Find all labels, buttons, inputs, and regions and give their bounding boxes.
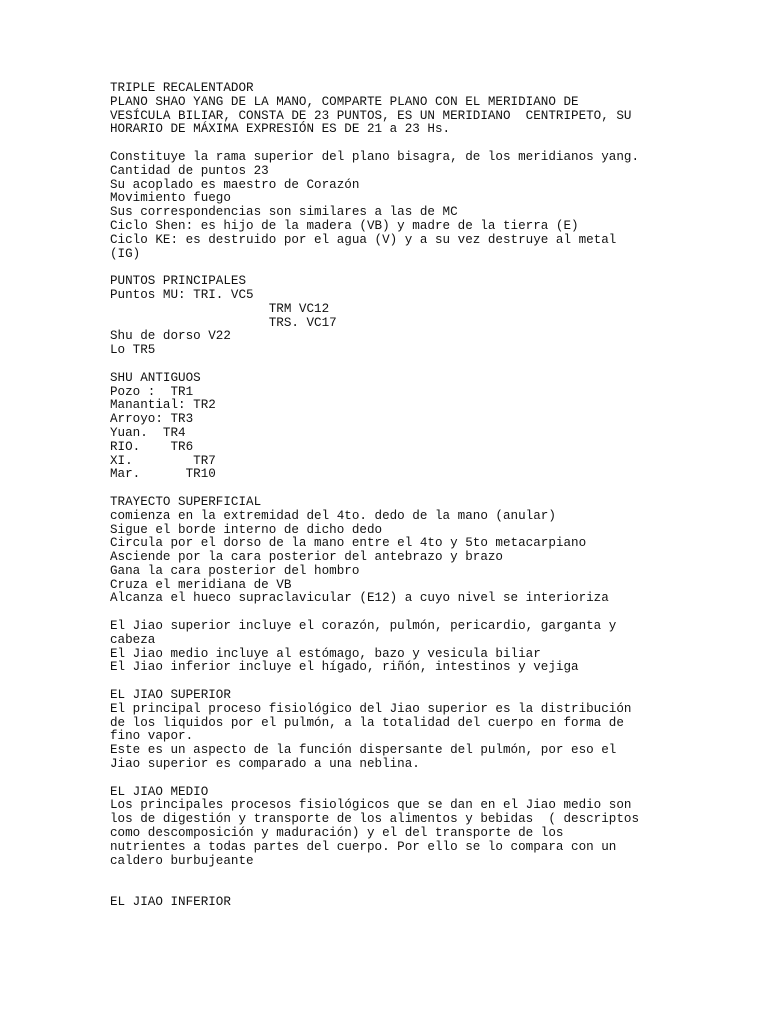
trayecto-line: Sigue el borde interno de dicho dedo xyxy=(110,522,383,537)
section-heading: EL JIAO SUPERIOR xyxy=(110,688,231,703)
jiao-superior-line: fino vapor. xyxy=(110,729,194,744)
jiao-superior-line: de los liquidos por el pulmón, a la totalidad del cuerpo en forma de xyxy=(110,715,624,730)
section-heading: SHU ANTIGUOS xyxy=(110,370,201,385)
jiao-superior-line: Este es un aspecto de la función dispersante del pulmón, por eso el xyxy=(110,743,617,758)
puntos-line: TRS. VC17 xyxy=(110,315,337,330)
document-page xyxy=(110,82,670,910)
jiao-summary-line: El Jiao medio incluye al estómago, bazo y vesicula biliar xyxy=(110,646,541,661)
jiao-summary-line: El Jiao inferior incluye el hígado, riñón, intestinos y vejiga xyxy=(110,660,579,675)
jiao-medio-line: como descomposición y maduración) y el del transporte de los xyxy=(110,826,564,841)
intro-block xyxy=(110,82,670,137)
jiao-inferior-block xyxy=(110,896,670,910)
trayecto-line: Circula por el dorso de la mano entre el 4to y 5to metacarpiano xyxy=(110,536,587,551)
section-heading: PUNTOS PRINCIPALES xyxy=(110,274,247,289)
jiao-summary-block xyxy=(110,620,670,675)
intro-line: HORARIO DE MÁXIMA EXPRESIÓN ES DE 21 a 23 Hs. xyxy=(110,122,451,137)
section-heading: EL JIAO INFERIOR xyxy=(110,895,231,910)
puntos-line: TRM VC12 xyxy=(110,301,330,316)
properties-line: Cantidad de puntos 23 xyxy=(110,163,269,178)
jiao-superior-block xyxy=(110,689,670,772)
jiao-medio-line: Los principales procesos fisiológicos que se dan en el Jiao medio son xyxy=(110,798,632,813)
jiao-medio-block xyxy=(110,786,670,869)
properties-line: Ciclo KE: es destruido por el agua (V) y a su vez destruye al metal xyxy=(110,232,617,247)
section-heading: EL JIAO MEDIO xyxy=(110,784,209,799)
puntos-principales-block xyxy=(110,275,670,358)
jiao-superior-line: El principal proceso fisiológico del Jiao superior es la distribución xyxy=(110,701,632,716)
properties-line: (IG) xyxy=(110,246,141,261)
jiao-summary-line: El Jiao superior incluye el corazón, pulmón, pericardio, garganta y xyxy=(110,619,617,634)
spacer xyxy=(110,261,670,275)
spacer xyxy=(110,675,670,689)
puntos-line: Lo TR5 xyxy=(110,343,156,358)
properties-line: Constituye la rama superior del plano bisagra, de los meridianos yang. xyxy=(110,149,640,164)
document-title: TRIPLE RECALENTADOR xyxy=(110,81,254,95)
shu-line: Arroyo: TR3 xyxy=(110,412,194,427)
shu-line: XI. TR7 xyxy=(110,453,216,468)
spacer xyxy=(110,358,670,372)
shu-antiguos-block xyxy=(110,372,670,482)
jiao-summary-line: cabeza xyxy=(110,632,156,647)
jiao-medio-line: caldero burbujeante xyxy=(110,853,254,868)
section-heading: TRAYECTO SUPERFICIAL xyxy=(110,494,262,509)
puntos-line: Puntos MU: TRI. VC5 xyxy=(110,287,254,302)
trayecto-line: comienza en la extremidad del 4to. dedo de la mano (anular) xyxy=(110,508,556,523)
jiao-superior-line: Jiao superior es comparado a una neblina. xyxy=(110,757,420,772)
spacer xyxy=(110,772,670,786)
trayecto-line: Cruza el meridiana de VB xyxy=(110,577,292,592)
spacer xyxy=(110,482,670,496)
properties-line: Su acoplado es maestro de Corazón xyxy=(110,177,360,192)
properties-line: Movimiento fuego xyxy=(110,191,231,206)
spacer xyxy=(110,137,670,151)
trayecto-line: Asciende por la cara posterior del antebrazo y brazo xyxy=(110,550,503,565)
properties-block xyxy=(110,151,670,261)
spacer xyxy=(110,868,670,896)
shu-line: Manantial: TR2 xyxy=(110,398,216,413)
intro-line: VESÍCULA BILIAR, CONSTA DE 23 PUNTOS, ES UN MERIDIANO CENTRIPETO, SU xyxy=(110,108,632,123)
properties-line: Ciclo Shen: es hijo de la madera (VB) y madre de la tierra (E) xyxy=(110,218,579,233)
trayecto-line: Gana la cara posterior del hombro xyxy=(110,563,360,578)
puntos-line: Shu de dorso V22 xyxy=(110,329,231,344)
jiao-medio-line: nutrientes a todas partes del cuerpo. Por ello se lo compara con un xyxy=(110,839,617,854)
shu-line: Mar. TR10 xyxy=(110,467,216,482)
properties-line: Sus correspondencias son similares a las de MC xyxy=(110,205,458,220)
shu-line: RIO. TR6 xyxy=(110,439,194,454)
shu-line: Yuan. TR4 xyxy=(110,425,186,440)
trayecto-line: Alcanza el hueco supraclavicular (E12) a cuyo nivel se interioriza xyxy=(110,591,609,606)
spacer xyxy=(110,606,670,620)
intro-line: PLANO SHAO YANG DE LA MANO, COMPARTE PLANO CON EL MERIDIANO DE xyxy=(110,94,579,109)
jiao-medio-line: los de digestión y transporte de los alimentos y bebidas ( descriptos xyxy=(110,812,640,827)
shu-line: Pozo : TR1 xyxy=(110,384,194,399)
trayecto-block xyxy=(110,496,670,606)
